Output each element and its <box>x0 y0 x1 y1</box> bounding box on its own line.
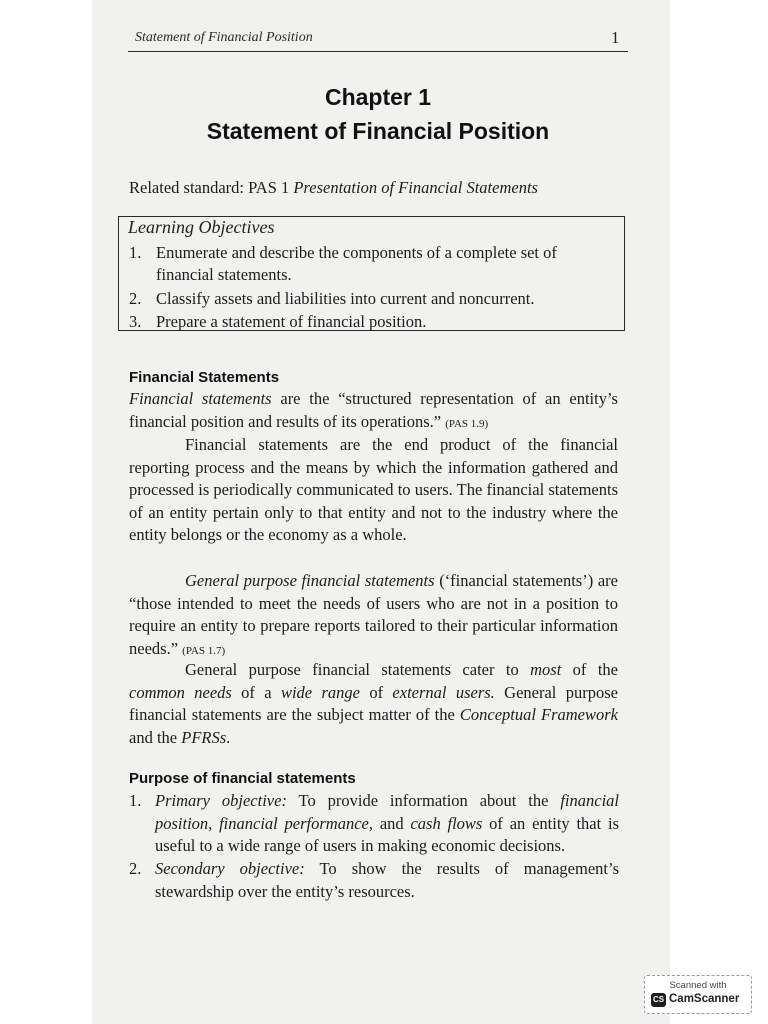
purpose-text <box>155 790 619 858</box>
objective-text: Enumerate and describe the components of a complete set of <box>156 243 557 262</box>
objective-number: 3. <box>129 312 142 331</box>
emphasis: most <box>530 660 562 679</box>
objective-number: 2. <box>129 289 142 308</box>
emphasis: cash flows <box>410 813 483 833</box>
citation-pas-1-9: (PAS 1.9) <box>445 417 489 430</box>
objective-text-continued: financial statements. <box>156 265 292 284</box>
text: . <box>226 727 231 747</box>
financial-statements-heading: Financial Statements <box>129 369 280 386</box>
text: General purpose financial statements are the subject matter of the <box>129 682 618 725</box>
learning-objectives-heading: Learning Objectives <box>128 217 275 237</box>
text: and <box>373 813 411 833</box>
text: of a <box>231 682 281 702</box>
general-purpose-text: (‘financial statements’) are “those intended to meet the needs of users who are not in a position to require an entity to prepare reports tailored to their particular information needs.” <box>129 571 618 658</box>
text: of an entity that is useful to a wide range of users in making economic decisions. <box>155 813 620 856</box>
paragraph-end-product: Financial statements are the end product of the financial reporting process and the means by which the information gathered and processed is periodically communicated to users. The financial statements of an entity pertain only to that entity and not to the industry where the entity belongs or the economy as a whole. <box>129 435 618 545</box>
purpose-number: 2. <box>129 859 142 878</box>
text: To provide information about the <box>286 791 561 810</box>
paragraph-definition <box>129 388 618 435</box>
objective-number: 1. <box>129 243 142 262</box>
term-financial-statements: Financial statements <box>129 389 272 408</box>
related-standard-prefix: Related standard: PAS 1 <box>129 178 294 197</box>
term-general-purpose: General purpose financial statements <box>185 571 435 590</box>
camscanner-watermark <box>644 975 752 1014</box>
scanned-with-text: Scanned with <box>669 980 727 991</box>
emphasis: Conceptual Framework <box>459 705 619 725</box>
purpose-item <box>129 858 619 903</box>
related-standard-title: Presentation of Financial Statements <box>293 178 538 197</box>
paragraph-general-purpose <box>129 570 618 662</box>
text: of the <box>561 660 618 679</box>
emphasis: wide range <box>280 682 360 702</box>
emphasis: external users. <box>392 682 495 702</box>
definition-text: are the “structured representation of an entity’s financial position and results of its operations.” <box>129 389 618 431</box>
purpose-heading: Purpose of financial statements <box>129 770 356 787</box>
objective-label: Primary objective: <box>155 791 287 810</box>
purpose-text <box>155 858 619 903</box>
objective-text: Prepare a statement of financial position. <box>156 312 427 331</box>
text: General purpose financial statements cater to <box>185 660 531 679</box>
header-rule <box>128 51 628 52</box>
emphasis: PFRSs <box>181 727 227 747</box>
camscanner-name: CamScanner <box>669 993 740 1005</box>
chapter-title: Statement of Financial Position <box>206 118 550 144</box>
paragraph-users <box>129 659 618 749</box>
camscanner-logo-icon: CS <box>651 993 666 1007</box>
purpose-number: 1. <box>129 791 142 810</box>
text: of <box>359 682 393 702</box>
text: To show the results of management’s stewardship over the entity’s resources. <box>155 859 620 901</box>
running-header-title: Statement of Financial Position <box>135 30 313 45</box>
page-number: 1 <box>611 28 620 47</box>
emphasis: common needs <box>129 682 232 702</box>
objective-text: Classify assets and liabilities into current and noncurrent. <box>156 289 535 308</box>
citation-pas-1-7: (PAS 1.7) <box>182 644 226 657</box>
related-standard <box>129 178 538 198</box>
emphasis: financial position, financial performance, <box>155 791 619 833</box>
objective-label: Secondary objective: <box>155 859 305 878</box>
text: and the <box>129 727 182 747</box>
chapter-label: Chapter 1 <box>324 84 432 110</box>
purpose-item <box>129 790 619 858</box>
